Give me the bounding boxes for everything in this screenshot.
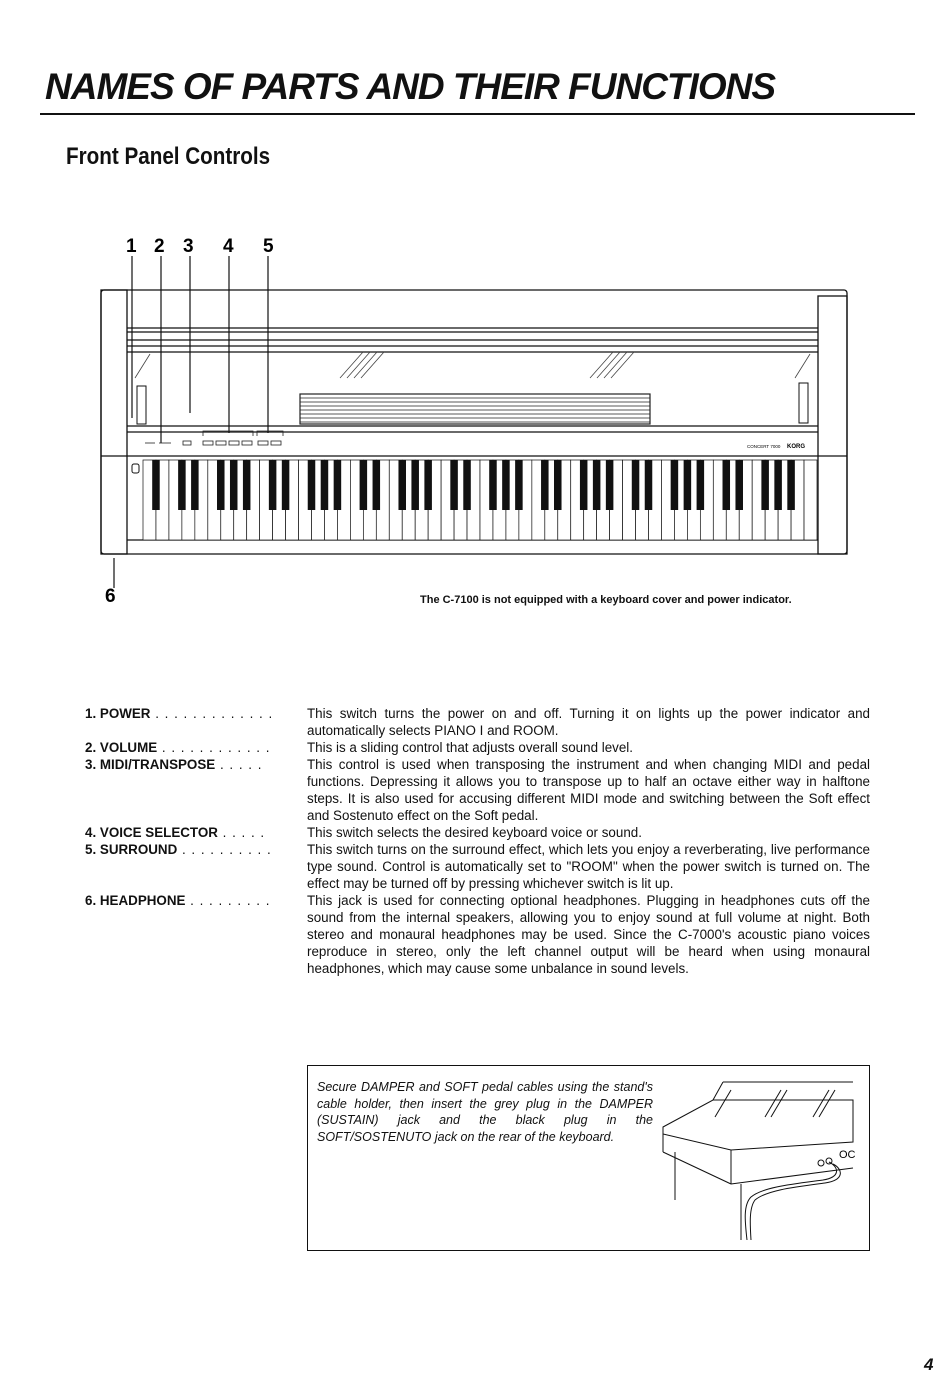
- pedal-note-box: [307, 1065, 870, 1251]
- black-key: [645, 460, 653, 510]
- part-name: 5. SURROUND: [85, 842, 178, 857]
- part-description: This switch selects the desired keyboard voice or sound.: [307, 825, 642, 840]
- black-key: [671, 460, 679, 510]
- black-key: [450, 460, 458, 510]
- part-midi-transpose: 3. MIDI/TRANSPOSE . . . . . This control is used when transposing the instrument and when changing MIDI and pedal functions. Depressing it allows you to transpose up to half an octave either way in halftone steps. It is also used for accusing different MIDI mode and switching between the Soft effect and Sostenuto effect on the Soft pedal.: [85, 757, 870, 823]
- part-voice-selector: 4. VOICE SELECTOR . . . . . This switch selects the desired keyboard voice or sound.: [85, 824, 870, 841]
- black-key: [334, 460, 342, 510]
- pedal-note-text: Secure DAMPER and SOFT pedal cables using the stand's cable holder, then insert the grey plug in the DAMPER (SUSTAIN) jack and the black plug in the SOFT/SOSTENUTO jack on the rear of the keyboard.: [317, 1080, 653, 1144]
- title-rule: [40, 113, 915, 115]
- black-key: [308, 460, 316, 510]
- black-key: [580, 460, 588, 510]
- part-headphone: 6. HEADPHONE . . . . . . . . . This jack is used for connecting optional headphones. Plugging in headphones cuts off the sound from the internal speakers, allowing you to enjoy sound at full volume at night. Both stereo and monaural headphones may be used. Since the C-7000's acoustic piano voices reproduce in stereo, only the left channel output will be heard when using monaural headphones, which may cause some unbalance in sound levels.: [85, 893, 870, 976]
- black-key: [360, 460, 368, 510]
- black-key: [217, 460, 225, 510]
- black-key: [463, 460, 471, 510]
- page-number: 4: [924, 1355, 934, 1374]
- black-key: [723, 460, 731, 510]
- callout-1: 1: [126, 236, 137, 257]
- headphone-jack: [132, 464, 139, 473]
- black-key: [515, 460, 523, 510]
- black-key: [632, 460, 640, 510]
- part-description: This switch turns the power on and off. Turning it on lights up the power indicator and automatically selects PIANO I and ROOM.: [307, 706, 870, 738]
- part-description: This jack is used for connecting optional headphones. Plugging in headphones cuts off the sound from the internal speakers, allowing you to enjoy sound at full volume at night. Both stereo and monaural headphones may be used. Since the C-7000's acoustic piano voices reproduce in stereo, only the left channel output will be heard when using monaural headphones, which may cause some unbalance in sound levels.: [307, 893, 870, 976]
- diagram-caption: The C-7100 is not equipped with a keyboard cover and power indicator.: [420, 594, 792, 606]
- speaker-grille: [300, 394, 650, 424]
- part-description: This control is used when transposing the instrument and when changing MIDI and pedal functions. Depressing it allows you to transpose up to half an octave either way in halftone steps. It is also used for accusing different MIDI mode and switching between the Soft effect and Sostenuto effect on the Soft pedal.: [307, 757, 870, 823]
- piano-front-panel-diagram: [95, 228, 855, 613]
- part-volume: 2. VOLUME . . . . . . . . . . . . This is a sliding control that adjusts overall sound level.: [85, 739, 870, 756]
- black-key: [191, 460, 199, 510]
- part-name: 2. VOLUME: [85, 740, 158, 755]
- black-key: [787, 460, 795, 510]
- part-description: This switch turns on the surround effect, which lets you enjoy a reverberating, live performance type sound. Control is automatically set to "ROOM" when the power switch is turned on. The effect may be turned off by pressing whichever switch is lit up.: [307, 842, 870, 891]
- illus-label: OC: [839, 1149, 856, 1161]
- black-key: [230, 460, 238, 510]
- black-key: [243, 460, 251, 510]
- black-key: [489, 460, 497, 510]
- part-power: 1. POWER . . . . . . . . . . . . . This switch turns the power on and off. Turning it on lights up the power indicator and automatically selects PIANO I and ROOM.: [85, 706, 870, 738]
- part-description: This is a sliding control that adjusts overall sound level.: [307, 740, 634, 755]
- black-key: [373, 460, 381, 510]
- part-name: 1. POWER: [85, 706, 151, 721]
- black-key: [152, 460, 160, 510]
- black-key: [541, 460, 549, 510]
- black-key: [398, 460, 406, 510]
- music-stand-hatch: [135, 352, 810, 378]
- parts-list: [85, 705, 870, 977]
- pedal-cable-illustration: [653, 1072, 863, 1244]
- black-key: [554, 460, 562, 510]
- black-key: [178, 460, 186, 510]
- black-key: [282, 460, 290, 510]
- white-key: [804, 460, 817, 540]
- black-key: [424, 460, 432, 510]
- black-key: [269, 460, 277, 510]
- brand-label: KORG: [787, 444, 805, 450]
- black-key: [593, 460, 601, 510]
- black-key: [761, 460, 769, 510]
- part-surround: 5. SURROUND . . . . . . . . . . This switch turns on the surround effect, which lets you enjoy a reverberating, live performance type sound. Control is automatically set to "ROOM" when the power switch is turned on. The effect may be turned off by pressing whichever switch is lit up.: [85, 842, 870, 891]
- black-key: [321, 460, 329, 510]
- page-title: NAMES OF PARTS AND THEIR FUNCTIONS: [45, 66, 775, 107]
- black-key: [774, 460, 782, 510]
- black-key: [697, 460, 705, 510]
- control-panel-controls: [145, 431, 283, 445]
- part-name: 6. HEADPHONE: [85, 893, 186, 908]
- callout-6: 6: [105, 586, 116, 607]
- black-key: [684, 460, 692, 510]
- callout-2: 2: [154, 236, 165, 257]
- black-key: [735, 460, 743, 510]
- black-key: [606, 460, 614, 510]
- black-key: [411, 460, 419, 510]
- part-name: 4. VOICE SELECTOR: [85, 825, 218, 840]
- black-key: [502, 460, 510, 510]
- model-label: CONCERT 7000: [747, 444, 781, 449]
- part-name: 3. MIDI/TRANSPOSE: [85, 757, 216, 772]
- callout-3: 3: [183, 236, 194, 257]
- callout-5: 5: [263, 236, 274, 257]
- section-title: Front Panel Controls: [66, 143, 271, 170]
- callout-4: 4: [223, 236, 234, 257]
